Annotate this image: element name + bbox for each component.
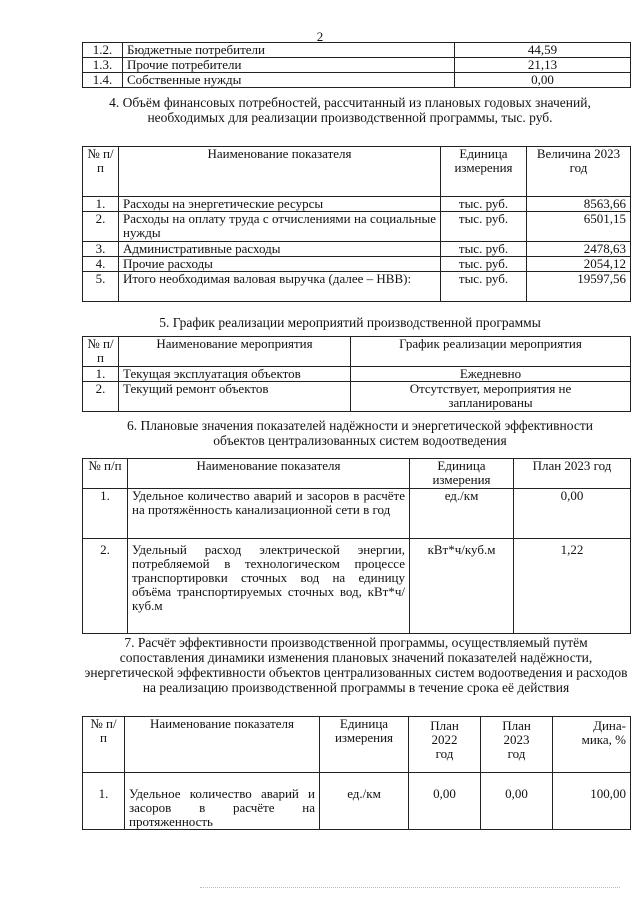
row-unit: кВт*ч/куб.м xyxy=(410,539,514,634)
row-value: 21,13 xyxy=(455,58,631,73)
consumers-table xyxy=(82,42,631,88)
row-number: 5. xyxy=(83,272,119,302)
row-name: Итого необходимая валовая выручка (далее – НВВ): xyxy=(119,272,441,302)
row-number: 2. xyxy=(83,212,119,242)
header-schedule: График реализации мероприятия xyxy=(351,337,631,367)
section5-title: 5. График реализации мероприятий производственной программы xyxy=(159,315,541,330)
header-name: Наименование показателя xyxy=(125,717,320,773)
section4-title: 4. Объём финансовых потребностей, рассчитанный из плановых годовых значений, необходимых для реализации производственной программы, тыс. руб. xyxy=(109,95,591,125)
header-unit: Единица измерения xyxy=(410,459,514,489)
row-unit: тыс. руб. xyxy=(441,212,527,242)
row-unit: тыс. руб. xyxy=(441,257,527,272)
row-number: 1.4. xyxy=(83,73,123,88)
header-unit: Единица измерения xyxy=(320,717,409,773)
header-plan2022: План 2022 год xyxy=(409,717,481,773)
row-schedule: Ежедневно xyxy=(351,367,631,382)
table-row xyxy=(83,43,631,58)
header-name: Наименование мероприятия xyxy=(119,337,351,367)
row-plan: 1,22 xyxy=(514,539,631,634)
row-unit: ед./км xyxy=(320,773,409,830)
row-number: 1. xyxy=(83,489,128,539)
row-number: 1.3. xyxy=(83,58,123,73)
row-number: 2. xyxy=(83,382,119,412)
row-number: 3. xyxy=(83,242,119,257)
row-value: 2054,12 xyxy=(527,257,631,272)
table-row xyxy=(83,212,631,242)
row-number: 4. xyxy=(83,257,119,272)
row-unit: тыс. руб. xyxy=(441,242,527,257)
row-number: 2. xyxy=(83,539,128,634)
row-name: Прочие расходы xyxy=(119,257,441,272)
row-unit: ед./км xyxy=(410,489,514,539)
row-number: 1. xyxy=(83,367,119,382)
row-name: Бюджетные потребители xyxy=(123,43,455,58)
financial-needs-table xyxy=(82,146,631,302)
row-name: Расходы на энергетические ресурсы xyxy=(119,197,441,212)
row-number: 1. xyxy=(83,773,125,830)
row-value: 2478,63 xyxy=(527,242,631,257)
table-row xyxy=(83,58,631,73)
header-name: Наименование показателя xyxy=(128,459,410,489)
table-row xyxy=(83,367,631,382)
header-name: Наименование показателя xyxy=(119,147,441,197)
row-dynamics: 100,00 xyxy=(553,773,631,830)
row-name: Собственные нужды xyxy=(123,73,455,88)
row-number: 1.2. xyxy=(83,43,123,58)
table-header-row xyxy=(83,459,631,489)
row-number: 1. xyxy=(83,197,119,212)
row-name: Административные расходы xyxy=(119,242,441,257)
row-name: Текущая эксплуатация объектов xyxy=(119,367,351,382)
reliability-table xyxy=(82,458,631,634)
row-unit: тыс. руб. xyxy=(441,197,527,212)
table-row xyxy=(83,539,631,634)
table-row xyxy=(83,272,631,302)
header-plan: План 2023 год xyxy=(514,459,631,489)
header-value: Величина 2023 год xyxy=(527,147,631,197)
row-value: 19597,56 xyxy=(527,272,631,302)
header-dynamics: Дина-мика, % xyxy=(553,717,631,773)
row-schedule: Отсутствует, мероприятия не запланированы xyxy=(351,382,631,412)
page-number: 2 xyxy=(316,29,324,44)
table-row xyxy=(83,242,631,257)
row-name: Расходы на оплату труда с отчислениями на социальные нужды xyxy=(119,212,441,242)
row-value: 0,00 xyxy=(455,73,631,88)
header-num: № п/п xyxy=(83,147,119,197)
row-name: Удельное количество аварий и засоров в расчёте на протяженность xyxy=(125,773,320,830)
table-header-row xyxy=(83,337,631,367)
table-row xyxy=(83,489,631,539)
header-num: № п/п xyxy=(83,717,125,773)
row-plan: 0,00 xyxy=(514,489,631,539)
header-unit: Единица измерения xyxy=(441,147,527,197)
table-row xyxy=(83,773,631,830)
row-plan2023: 0,00 xyxy=(481,773,553,830)
scan-edge-divider xyxy=(200,887,620,888)
row-value: 44,59 xyxy=(455,43,631,58)
table-header-row xyxy=(83,147,631,197)
table-row xyxy=(83,73,631,88)
row-name: Удельное количество аварий и засоров в расчёте на протяжённость канализационной сети в год xyxy=(128,489,410,539)
row-plan2022: 0,00 xyxy=(409,773,481,830)
section7-title: 7. Расчёт эффективности производственной программы, осуществляемый путём сопоставления динамики изменения плановых значений показателей надёжности, энергетической эффективности объектов централизованных систем водоотведения и расходов на реализацию производственной программы в течение срока её действия xyxy=(84,635,628,695)
row-name: Прочие потребители xyxy=(123,58,455,73)
row-value: 6501,15 xyxy=(527,212,631,242)
header-plan2023: План 2023 год xyxy=(481,717,553,773)
section6-title: 6. Плановые значения показателей надёжности и энергетической эффективности объектов централизованных систем водоотведения xyxy=(127,418,593,448)
efficiency-table xyxy=(82,716,631,830)
table-row xyxy=(83,257,631,272)
header-num: № п/п xyxy=(83,459,128,489)
row-name: Удельный расход электрической энергии, потребляемой в технологическом процессе транспортировки сточных вод на единицу объёма транспортируемых сточных вод, кВт*ч/куб.м xyxy=(128,539,410,634)
table-row xyxy=(83,382,631,412)
table-row xyxy=(83,197,631,212)
table-header-row xyxy=(83,717,631,773)
row-value: 8563,66 xyxy=(527,197,631,212)
row-name: Текущий ремонт объектов xyxy=(119,382,351,412)
row-unit: тыс. руб. xyxy=(441,272,527,302)
header-num: № п/п xyxy=(83,337,119,367)
schedule-table xyxy=(82,336,631,412)
